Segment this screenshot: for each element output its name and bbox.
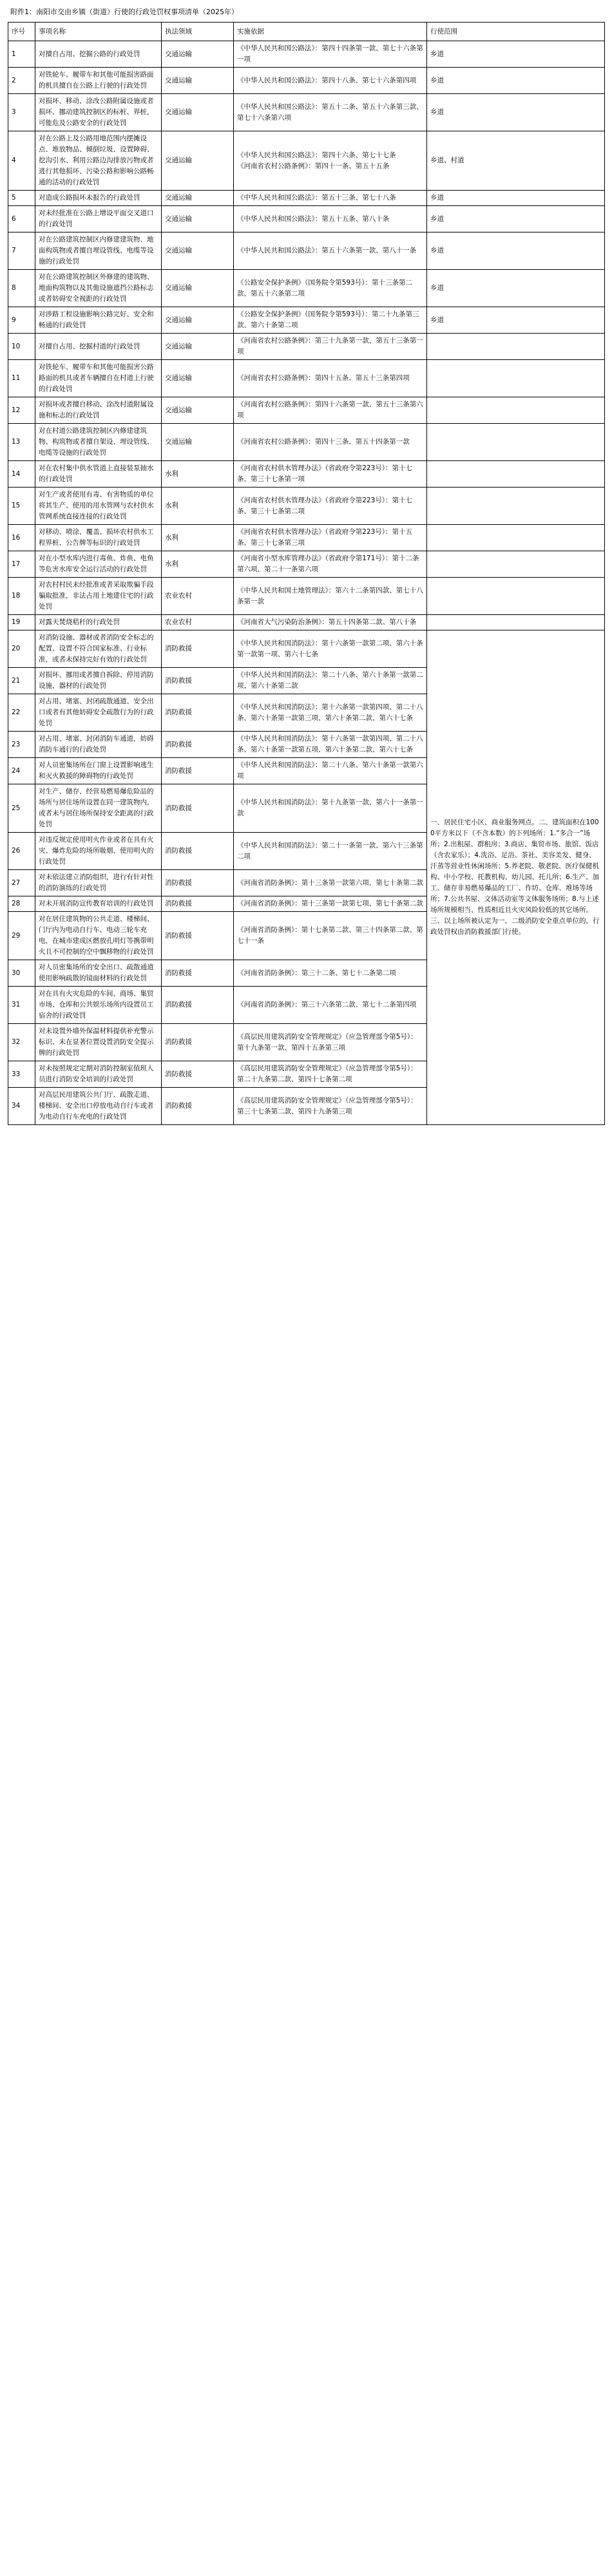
cell-sequence-number: 17: [8, 551, 35, 578]
cell-legal-basis: 《中华人民共和国公路法》：第四十四条第一款、第七十六条第一项: [234, 41, 427, 68]
cell-legal-basis: 《河南省农村供水管理办法》（省政府令第223号）：第十七条、第三十七条第二项: [234, 488, 427, 525]
cell-item-name: 对铁轮车、履带车和其他可能损害公路路面的机具或者车辆擅自在村道上行驶的行政处罚: [35, 360, 162, 397]
cell-sequence-number: 33: [8, 1061, 35, 1088]
cell-sequence-number: 11: [8, 360, 35, 397]
cell-legal-basis: 《河南省农村公路条例》：第四十六条第一款、第五十三条第六项: [234, 397, 427, 424]
cell-sequence-number: 19: [8, 615, 35, 630]
table-row: [8, 206, 605, 232]
cell-item-name: 对人员密集场所在门窗上设置影响逃生和灭火救援的障碍物的行政处罚: [35, 758, 162, 784]
cell-scope: [427, 615, 605, 630]
cell-enforcement-field: 消防救援: [162, 987, 234, 1024]
cell-item-name: 对消防设施、器材或者消防安全标志的配置、设置不符合国家标准、行业标准，或者未保持完好有效的行政处罚: [35, 630, 162, 668]
cell-item-name: 对擅自占用、挖掘公路的行政处罚: [35, 41, 162, 68]
cell-item-name: 对在具有火灾危险的车间、商场、集贸市场、仓库和公共娱乐场所内设置员工宿舍的行政处罚: [35, 987, 162, 1024]
cell-enforcement-field: 交通运输: [162, 94, 234, 131]
cell-sequence-number: 27: [8, 870, 35, 896]
cell-scope: [427, 488, 605, 525]
cell-legal-basis: 《中华人民共和国公路法》：第四十八条、第七十六条第四项: [234, 68, 427, 94]
cell-scope: 乡道: [427, 41, 605, 68]
cell-sequence-number: 12: [8, 397, 35, 424]
cell-item-name: 对占用、堵塞、封闭疏散通道、安全出口或者有其他妨碍安全疏散行为的行政处罚: [35, 694, 162, 732]
cell-item-name: 对在公路上及公路用地范围内摆摊设点、堆放物品、倾倒垃圾、设置障碍、挖沟引水、利用公路边沟排放污物或者进行其他损坏、污染公路和影响公路畅通的活动的行政处罚: [35, 131, 162, 191]
cell-legal-basis: 《河南省农村供水管理办法》（省政府令第223号）：第十七条、第三十七条第一项: [234, 461, 427, 488]
cell-enforcement-field: 消防救援: [162, 896, 234, 912]
cell-scope: [427, 360, 605, 397]
cell-legal-basis: 《河南省消防条例》：第十三条第一款第六项、第七十条第二款: [234, 870, 427, 896]
cell-enforcement-field: 农业农村: [162, 615, 234, 630]
cell-enforcement-field: 消防救援: [162, 732, 234, 758]
cell-legal-basis: 《中华人民共和国消防法》：第二十一条第一款、第六十三条第二项: [234, 833, 427, 870]
cell-scope: [427, 551, 605, 578]
cell-legal-basis: 《河南省农村供水管理办法》（省政府令第223号）：第十五条、第三十七条第三项: [234, 525, 427, 551]
cell-scope-merged-note: [427, 630, 605, 1125]
penalty-authority-table: [8, 22, 605, 1125]
scope-note-text: 一、居民住宅小区、商业服务网点。二、建筑面积在1000平方米以下（不含本数）的下列场所：1.“多合一”场所；2.出租屋、群租房；3.商店、集贸市场、旅馆、饭店（含农家乐）；4.洗浴、足浴、茶社、美容美发、健身、汗蒸等营业性休闲场所；5.养老院、敬老院、医疗保健机构、中小学校、托教机构、幼儿园、托儿所；6.生产、加工、储存非易燃易爆品的工厂、作坊、仓库、堆场等场所；7.公共书屋、文体活动室等文体服务场所；8.与上述场所规模相当、性质相近且火灾风险较低的其它场所。三、以上场所被认定为一、二级消防安全重点单位的，行政处罚权由消防救援部门行使。: [430, 819, 600, 936]
cell-legal-basis: 《河南省农村公路条例》：第四十五条、第五十三条第四项: [234, 360, 427, 397]
cell-item-name: 对人员密集场所的安全出口、疏散通道使用影响疏散的镜面材料的行政处罚: [35, 960, 162, 987]
cell-legal-basis: 《高层民用建筑消防安全管理规定》（应急管理部令第5号）：第二十九条第二款、第四十七条第二项: [234, 1061, 427, 1088]
cell-item-name: 对生产或者使用有毒、有害物质的单位将其生产、使用的用水管网与农村供水管网系统直接连接的行政处罚: [35, 488, 162, 525]
table-row: [8, 94, 605, 131]
cell-enforcement-field: 交通运输: [162, 68, 234, 94]
cell-legal-basis: 《中华人民共和国公路法》：第五十六条第一款、第八十一条: [234, 232, 427, 270]
cell-enforcement-field: 交通运输: [162, 131, 234, 191]
column-header-field: 执法领域: [162, 23, 234, 41]
cell-legal-basis: 《中华人民共和国公路法》：第四十六条、第七十七条 《河南省农村公路条例》：第四十一条、第五十五条: [234, 131, 427, 191]
cell-enforcement-field: 消防救援: [162, 1061, 234, 1088]
cell-legal-basis: 《中华人民共和国消防法》：第二十八条、第六十条第一款第六项: [234, 758, 427, 784]
table-row: [8, 232, 605, 270]
cell-scope: [427, 334, 605, 360]
cell-legal-basis: 《河南省消防条例》：第十三条第一款第七项、第七十条第二款: [234, 896, 427, 912]
table-row: [8, 578, 605, 615]
cell-legal-basis: 《河南省消防条例》：第三十二条、第七十二条第二项: [234, 960, 427, 987]
cell-enforcement-field: 消防救援: [162, 630, 234, 668]
cell-item-name: 对生产、储存、经营易燃易爆危险品的场所与居住场所设置在同一建筑物内，或者未与居住场所保持安全距离的行政处罚: [35, 784, 162, 833]
column-header-basis: 实施依据: [234, 23, 427, 41]
cell-item-name: 对占用、堵塞、封闭消防车通道，妨碍消防车通行的行政处罚: [35, 732, 162, 758]
cell-enforcement-field: 交通运输: [162, 206, 234, 232]
cell-enforcement-field: 消防救援: [162, 758, 234, 784]
cell-sequence-number: 4: [8, 131, 35, 191]
cell-enforcement-field: 消防救援: [162, 668, 234, 694]
cell-legal-basis: 《中华人民共和国消防法》：第二十八条、第六十条第一款第二项、第六十条第二款: [234, 668, 427, 694]
table-row: [8, 334, 605, 360]
cell-sequence-number: 20: [8, 630, 35, 668]
cell-legal-basis: 《中华人民共和国土地管理法》：第六十二条第四款、第七十八条第一款: [234, 578, 427, 615]
cell-sequence-number: 16: [8, 525, 35, 551]
cell-enforcement-field: 交通运输: [162, 191, 234, 206]
table-row: [8, 397, 605, 424]
document-page: [0, 0, 612, 1132]
cell-sequence-number: 30: [8, 960, 35, 987]
table-row: [8, 360, 605, 397]
cell-legal-basis: 《中华人民共和国公路法》：第五十三条、第七十八条: [234, 191, 427, 206]
cell-sequence-number: 8: [8, 270, 35, 307]
cell-item-name: 对擅自占用、挖掘村道的行政处罚: [35, 334, 162, 360]
cell-scope: 乡道: [427, 68, 605, 94]
table-row: [8, 488, 605, 525]
header-row: [8, 23, 605, 41]
cell-sequence-number: 14: [8, 461, 35, 488]
cell-item-name: 对违反规定使用明火作业或者在具有火灾、爆炸危险的场所吸烟、使用明火的行政处罚: [35, 833, 162, 870]
cell-sequence-number: 6: [8, 206, 35, 232]
cell-enforcement-field: 消防救援: [162, 694, 234, 732]
cell-sequence-number: 24: [8, 758, 35, 784]
cell-legal-basis: 《中华人民共和国消防法》：第十六条第一款第四项、第二十八条、第六十条第一款第五项、第六十条第二款、第六十七条: [234, 732, 427, 758]
cell-legal-basis: 《高层民用建筑消防安全管理规定》（应急管理部令第5号）：第三十七条第二款、第四十九条第三项: [234, 1088, 427, 1125]
cell-enforcement-field: 水利: [162, 461, 234, 488]
cell-legal-basis: 《河南省消防条例》：第三十六条第二款、第七十二条第四项: [234, 987, 427, 1024]
cell-enforcement-field: 消防救援: [162, 870, 234, 896]
cell-enforcement-field: 交通运输: [162, 334, 234, 360]
cell-item-name: 对在农村集中供水管道上直接装泵抽水的行政处罚: [35, 461, 162, 488]
cell-item-name: 对未经批准在公路上增设平面交叉道口的行政处罚: [35, 206, 162, 232]
cell-sequence-number: 1: [8, 41, 35, 68]
cell-enforcement-field: 水利: [162, 551, 234, 578]
cell-item-name: 对损坏或者擅自移动、涂改村道附属设施和标志的行政处罚: [35, 397, 162, 424]
cell-item-name: 对在小型水库内进行毒鱼、炸鱼、电鱼等危害水库安全运行活动的行政处罚: [35, 551, 162, 578]
table-row: [8, 131, 605, 191]
cell-enforcement-field: 消防救援: [162, 960, 234, 987]
cell-legal-basis: 《中华人民共和国公路法》：第五十二条、第五十六条第三款、第七十六条第六项: [234, 94, 427, 131]
column-header-seq: 序号: [8, 23, 35, 41]
cell-sequence-number: 13: [8, 424, 35, 461]
cell-item-name: 对农村村民未经批准或者采取欺骗手段骗取批准，非法占用土地建住宅的行政处罚: [35, 578, 162, 615]
table-row: [8, 615, 605, 630]
cell-enforcement-field: 消防救援: [162, 912, 234, 960]
cell-enforcement-field: 水利: [162, 488, 234, 525]
table-row: [8, 191, 605, 206]
cell-legal-basis: 《河南省小型水库管理办法》（省政府令第171号）：第十二条第六项、第二十一条第六项: [234, 551, 427, 578]
cell-sequence-number: 18: [8, 578, 35, 615]
cell-legal-basis: 《中华人民共和国公路法》：第五十五条、第八十条: [234, 206, 427, 232]
cell-scope: 乡道、村道: [427, 131, 605, 191]
cell-scope: [427, 397, 605, 424]
cell-enforcement-field: 消防救援: [162, 1024, 234, 1061]
table-row: [8, 424, 605, 461]
cell-sequence-number: 5: [8, 191, 35, 206]
cell-item-name: 对在居住建筑物的公共走道、楼梯间、门厅内为电动自行车、电动三轮车充电，在城市建成区燃放孔明灯等携带明火且不可控制的空中飘移物的行政处罚: [35, 912, 162, 960]
cell-sequence-number: 21: [8, 668, 35, 694]
cell-sequence-number: 23: [8, 732, 35, 758]
cell-scope: [427, 461, 605, 488]
cell-sequence-number: 25: [8, 784, 35, 833]
cell-item-name: 对露天焚烧秸秆的行政处罚: [35, 615, 162, 630]
table-body: [8, 41, 605, 1125]
cell-sequence-number: 9: [8, 307, 35, 334]
cell-legal-basis: 《高层民用建筑消防安全管理规定》（应急管理部令第5号）：第十九条第一款、第四十五条第三项: [234, 1024, 427, 1061]
table-row: [8, 630, 605, 668]
cell-enforcement-field: 消防救援: [162, 833, 234, 870]
cell-legal-basis: 《中华人民共和国消防法》：第十六条第一款第二项、第六十条第一款第一项、第六十七条: [234, 630, 427, 668]
cell-sequence-number: 34: [8, 1088, 35, 1125]
cell-sequence-number: 22: [8, 694, 35, 732]
cell-item-name: 对在公路建筑控制区内修建建筑物、地面构筑物或者擅自埋设管线、电缆等设施的行政处罚: [35, 232, 162, 270]
cell-legal-basis: 《公路安全保护条例》（国务院令第593号）：第二十九条第三款、第六十条第二项: [234, 307, 427, 334]
cell-enforcement-field: 交通运输: [162, 397, 234, 424]
cell-legal-basis: 《中华人民共和国消防法》：第十九条第一款、第六十一条第一款: [234, 784, 427, 833]
cell-scope: [427, 525, 605, 551]
cell-scope: [427, 578, 605, 615]
cell-sequence-number: 26: [8, 833, 35, 870]
cell-legal-basis: 《河南省农村公路条例》：第四十三条、第五十四条第一款: [234, 424, 427, 461]
cell-enforcement-field: 交通运输: [162, 270, 234, 307]
page-title: 附件1：南阳市交由乡镇（街道）行使的行政处罚权事项清单（2025年）: [10, 8, 238, 16]
cell-scope: 乡道: [427, 94, 605, 131]
cell-sequence-number: 2: [8, 68, 35, 94]
cell-item-name: 对高层民用建筑公共门厅、疏散走道、楼梯间、安全出口停放电动自行车或者为电动自行车充电的行政处罚: [35, 1088, 162, 1125]
cell-enforcement-field: 交通运输: [162, 424, 234, 461]
cell-scope: 乡道: [427, 270, 605, 307]
cell-scope: 乡道: [427, 191, 605, 206]
cell-item-name: 对在公路建筑控制区外修建的建筑物、地面构筑物以及其他设施遮挡公路标志或者妨碍安全视距的行政处罚: [35, 270, 162, 307]
cell-enforcement-field: 交通运输: [162, 41, 234, 68]
cell-item-name: 对移动、喷涂、覆盖、损坏农村供水工程界桩、公告牌等标识的行政处罚: [35, 525, 162, 551]
cell-sequence-number: 3: [8, 94, 35, 131]
cell-enforcement-field: 交通运输: [162, 232, 234, 270]
cell-item-name: 对铁轮车、履带车和其他可能损害路面的机具擅自在公路上行驶的行政处罚: [35, 68, 162, 94]
cell-enforcement-field: 交通运输: [162, 307, 234, 334]
cell-enforcement-field: 交通运输: [162, 360, 234, 397]
cell-item-name: 对损坏、移动、涂改公路附属设施或者损坏、挪动建筑控制区的标桩、界桩，可能危及公路安全的行政处罚: [35, 94, 162, 131]
cell-item-name: 对造成公路损坏未报告的行政处罚: [35, 191, 162, 206]
cell-item-name: 对未按照规定定期对消防控制室值班人员进行消防安全培训的行政处罚: [35, 1061, 162, 1088]
cell-legal-basis: 《公路安全保护条例》（国务院令第593号）：第十三条第二款、第五十六条第二项: [234, 270, 427, 307]
cell-legal-basis: 《河南省农村公路条例》：第三十九条第一款、第五十三条第一项: [234, 334, 427, 360]
cell-sequence-number: 32: [8, 1024, 35, 1061]
cell-item-name: 对未设置外墙外保温材料提供补充警示标识、未在显著位置设置消防安全提示牌的行政处罚: [35, 1024, 162, 1061]
cell-scope: 乡道: [427, 232, 605, 270]
cell-sequence-number: 15: [8, 488, 35, 525]
cell-enforcement-field: 水利: [162, 525, 234, 551]
table-row: [8, 68, 605, 94]
cell-scope: 乡道: [427, 307, 605, 334]
cell-enforcement-field: 农业农村: [162, 578, 234, 615]
cell-enforcement-field: 消防救援: [162, 784, 234, 833]
cell-item-name: 对损坏、挪用或者擅自拆除、停用消防设施、器材的行政处罚: [35, 668, 162, 694]
cell-item-name: 对未依法建立消防组织，进行有针对性的消防演练的行政处罚: [35, 870, 162, 896]
table-header: [8, 23, 605, 41]
table-row: [8, 551, 605, 578]
cell-enforcement-field: 消防救援: [162, 1088, 234, 1125]
cell-legal-basis: 《河南省消防条例》：第十七条第二款、第三十四条第二款、第七十一条: [234, 912, 427, 960]
table-row: [8, 270, 605, 307]
cell-legal-basis: 《中华人民共和国消防法》：第十六条第一款第四项、第二十八条、第六十条第一款第三项、第六十条第二款、第六十七条: [234, 694, 427, 732]
cell-sequence-number: 29: [8, 912, 35, 960]
cell-sequence-number: 28: [8, 896, 35, 912]
cell-scope: [427, 424, 605, 461]
cell-item-name: 对在村道公路建筑控制区内修建建筑物、构筑物或者擅自架设、埋设管线、电缆等设施的行政处罚: [35, 424, 162, 461]
table-row: [8, 525, 605, 551]
cell-scope: 乡道: [427, 206, 605, 232]
cell-sequence-number: 10: [8, 334, 35, 360]
cell-sequence-number: 7: [8, 232, 35, 270]
column-header-name: 事项名称: [35, 23, 162, 41]
column-header-scope: 行使范围: [427, 23, 605, 41]
cell-item-name: 对未开展消防宣传教育培训的行政处罚: [35, 896, 162, 912]
table-row: [8, 41, 605, 68]
cell-sequence-number: 31: [8, 987, 35, 1024]
cell-item-name: 对涉路工程设施影响公路完好、安全和畅通的行政处罚: [35, 307, 162, 334]
cell-legal-basis: 《河南省大气污染防治条例》：第五十四条第二款、第八十条: [234, 615, 427, 630]
table-row: [8, 461, 605, 488]
table-row: [8, 307, 605, 334]
